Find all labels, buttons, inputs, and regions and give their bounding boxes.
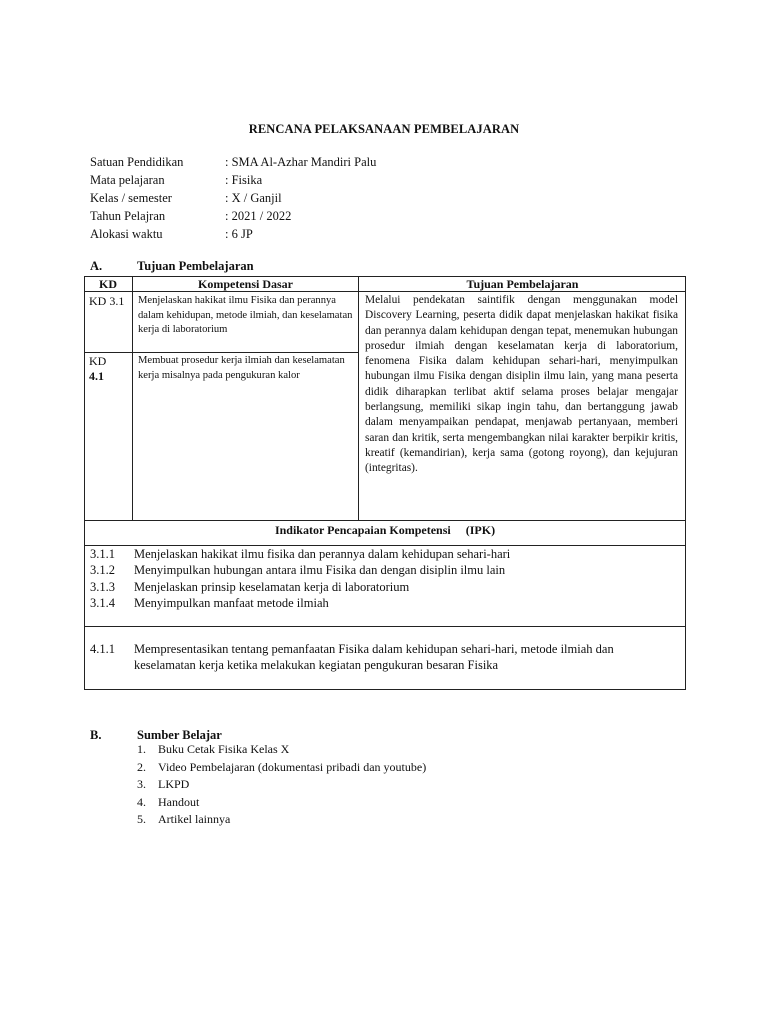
source-number: 2.: [137, 759, 146, 774]
identity-row: [90, 207, 376, 225]
ipk-number: 3.1.2: [90, 563, 115, 578]
ipk-item: [90, 546, 510, 562]
ipk-list-4: [90, 641, 614, 674]
ipk-text: Menjelaskan prinsip keselamatan kerja di laboratorium: [134, 579, 410, 594]
ipk-number-spacer: [90, 657, 134, 673]
table-rule: [358, 276, 359, 521]
kd-code: KD 3.1: [89, 294, 125, 308]
table-rule: [84, 626, 686, 627]
table-rule: [84, 520, 686, 521]
identity-label: Tahun Pelajran: [90, 209, 166, 223]
header-tujuan-pembelajaran: Tujuan Pembelajaran: [466, 277, 579, 291]
ipk-number: 3.1.3: [90, 579, 115, 594]
identity-value: : X / Ganjil: [225, 191, 282, 205]
source-number: 1.: [137, 742, 146, 756]
section-a-heading: [90, 257, 254, 275]
source-item: [137, 794, 426, 812]
table-rule: [84, 291, 686, 292]
ipk-text: Menyimpulkan manfaat metode ilmiah: [134, 595, 329, 610]
identity-row: [90, 153, 376, 171]
identity-label: Satuan Pendidikan: [90, 155, 184, 169]
identity-label: Alokasi waktu: [90, 227, 163, 241]
source-text: Buku Cetak Fisika Kelas X: [158, 742, 290, 756]
identity-table: [90, 153, 376, 243]
source-item: [137, 776, 426, 794]
ipk-number: 3.1.4: [90, 595, 115, 610]
identity-value: : SMA Al-Azhar Mandiri Palu: [225, 155, 377, 169]
ipk-item-continuation: [90, 657, 614, 673]
document-title: RENCANA PELAKSANAAN PEMBELAJARAN: [248, 122, 520, 136]
ipk-list-3: [90, 546, 510, 611]
ipk-item: [90, 595, 510, 611]
source-number: 5.: [137, 812, 146, 827]
header-kd: KD: [99, 277, 117, 291]
table-rule: [132, 276, 133, 521]
ipk-number: 4.1.1: [90, 642, 115, 656]
identity-value: : 2021 / 2022: [225, 209, 292, 223]
identity-label: Mata pelajaran: [90, 173, 165, 187]
ipk-header: Indikator Pencapaian Kompetensi (IPK): [274, 523, 496, 537]
kompetensi-dasar-text: Membuat prosedur kerja ilmiah dan keselamatan kerja misalnya pada pengukuran kalor: [138, 355, 345, 381]
kompetensi-dasar-text: Menjelaskan hakikat ilmu Fisika dan perannya dalam kehidupan, metode ilmiah, dan keselamatan kerja di laboratorium: [138, 295, 353, 335]
source-item: [137, 741, 426, 759]
kd-code-line: 4.1: [89, 369, 104, 383]
identity-value: : Fisika: [225, 173, 263, 187]
identity-row: [90, 225, 376, 243]
identity-label: Kelas / semester: [90, 191, 172, 205]
source-item: [137, 759, 426, 777]
section-b-number: B.: [90, 728, 102, 742]
ipk-number: 3.1.1: [90, 547, 115, 561]
ipk-text: Menyimpulkan hubungan antara ilmu Fisika dan dengan disiplin ilmu lain: [134, 563, 506, 578]
source-item: [137, 811, 426, 829]
source-text: Artikel lainnya: [158, 812, 231, 827]
source-text: Video Pembelajaran (dokumentasi pribadi dan youtube): [158, 759, 427, 774]
source-text: LKPD: [158, 777, 190, 792]
source-number: 4.: [137, 794, 146, 809]
tujuan-pembelajaran-text: Melalui pendekatan saintifik dengan menggunakan model Discovery Learning, peserta didik dapat menjelaskan hakikat fisika dan perannya dalam kehidupan dengan tepat, menemukan hubungan prosedur ilmiah dengan keselamatan kerja di laboratorium, fenomena Fisika dalam kehidupan sehari-hari, menyimpulkan hubungan ilmu Fisika dengan disiplin ilmu lain, yang mana peserta didik diharapkan terlibat aktif selama proses belajar mengajar berlangsung, memiliki sikap ingin tahu, dan bertanggung jawab dalam menyampaikan pendapat, menjawab pertanyaan, memberi saran dan kritik, serta mengembangkan nilai karakter berpikir kritis, kreatif (kemandirian), kerja sama (gotong royong), dan kejujuran (integritas).: [365, 294, 678, 475]
identity-row: [90, 171, 376, 189]
kd-code-line: KD: [89, 354, 107, 368]
ipk-item: [90, 641, 614, 657]
ipk-text: Menjelaskan hakikat ilmu fisika dan perannya dalam kehidupan sehari-hari: [134, 547, 511, 561]
section-b-title: Sumber Belajar: [137, 728, 222, 742]
ipk-text: keselamatan kerja ketika melakukan kegiatan pengukuran besaran Fisika: [134, 658, 499, 673]
ipk-item: [90, 579, 510, 595]
identity-row: [90, 189, 376, 207]
section-a-title: Tujuan Pembelajaran: [137, 259, 254, 273]
header-kompetensi-dasar: Kompetensi Dasar: [198, 277, 293, 291]
section-a-number: A.: [90, 259, 103, 273]
source-number: 3.: [137, 777, 146, 792]
source-text: Handout: [158, 794, 200, 809]
ipk-text: Mempresentasikan tentang pemanfaatan Fisika dalam kehidupan sehari-hari, metode ilmiah dan: [134, 642, 614, 656]
kd-code: [89, 354, 131, 384]
ipk-item: [90, 562, 510, 578]
table-rule: [84, 352, 359, 353]
sources-list: [137, 741, 426, 829]
identity-value: : 6 JP: [225, 227, 253, 241]
